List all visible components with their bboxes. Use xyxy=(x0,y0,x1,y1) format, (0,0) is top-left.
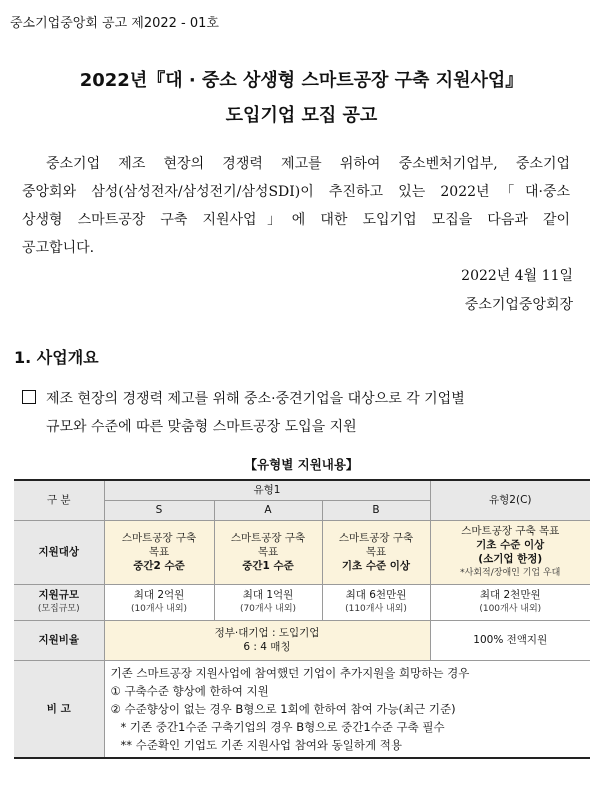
target-b-level: 기초 수준 이상 xyxy=(341,560,411,572)
body-line: 중소기업 제조 현장의 경쟁력 제고를 위하여 중소벤처기업부, 중소기업 xyxy=(46,156,570,172)
section-title: 1. 사업개요 xyxy=(14,348,99,367)
scale-label: 지원규모 xyxy=(38,589,80,601)
target-b-line: 스마트공장 구축 xyxy=(338,532,414,544)
target-a xyxy=(214,520,322,584)
scale-s-amount: 최대 2억원 xyxy=(133,589,185,601)
target-b xyxy=(322,520,430,584)
notice-date: 2022년 4월 11일 xyxy=(461,268,573,284)
checkbox-icon xyxy=(22,390,36,404)
sub-b-header: B xyxy=(322,500,430,520)
target-b-line: 목표 xyxy=(365,546,387,558)
page-subtitle: 도입기업 모집 공고 xyxy=(225,105,378,126)
target-a-line: 목표 xyxy=(257,546,279,558)
notes-line: ② 수준향상이 없는 경우 B형으로 1회에 한하여 참여 가능(최근 기준) xyxy=(110,701,456,716)
body-line: 중앙회와 삼성(삼성전자/삼성전기/삼성SDI)이 추진하고 있는 2022년「대·중소 xyxy=(22,184,570,200)
notice-number: 중소기업중앙회 공고 제2022 - 01호 xyxy=(10,16,219,31)
body-paragraph xyxy=(22,150,570,262)
scale-b-amount: 최대 6천만원 xyxy=(345,589,407,601)
notes-line: 기존 스마트공장 지원사업에 참여했던 기업이 추가지원을 희망하는 경우 xyxy=(110,665,470,680)
target-c-line: 스마트공장 구축 목표 xyxy=(461,525,560,537)
row-label-notes: 비 고 xyxy=(14,660,104,758)
scale-c-count: (100개사 내외) xyxy=(479,604,542,614)
scale-a-count: (70개사 내외) xyxy=(239,604,297,614)
target-c xyxy=(430,520,590,584)
ratio-type1-line: 6 : 4 매칭 xyxy=(243,641,291,653)
body-line: 상생형 스마트공장 구축 지원사업」에 대한 도입기업 모집을 다음과 같이 xyxy=(22,212,570,228)
bullet-line: 제조 현장의 경쟁력 제고를 위해 중소·중견기업을 대상으로 각 기업별 xyxy=(46,391,465,407)
notes-cell xyxy=(104,660,590,758)
type1-header: 유형1 xyxy=(104,480,430,500)
scale-a-amount: 최대 1억원 xyxy=(242,589,294,601)
scale-c xyxy=(430,584,590,620)
scale-sublabel: (모집규모) xyxy=(37,604,80,614)
target-s-line: 스마트공장 구축 xyxy=(121,532,197,544)
notes-line: ① 구축수준 향상에 한하여 지원 xyxy=(110,683,269,698)
bullet-line: 규모와 수준에 따른 맞춤형 스마트공장 도입을 지원 xyxy=(46,419,357,435)
scale-b-count: (110개사 내외) xyxy=(345,604,407,614)
issuer: 중소기업중앙회장 xyxy=(464,297,573,313)
category-header: 구 분 xyxy=(14,480,104,520)
scale-c-amount: 최대 2천만원 xyxy=(479,589,541,601)
scale-s xyxy=(104,584,214,620)
scale-s-count: (10개사 내외) xyxy=(130,604,188,614)
overview-bullet xyxy=(22,385,562,441)
page-title: 2022년『대 · 중소 상생형 스마트공장 구축 지원사업』 xyxy=(79,70,524,91)
sub-s-header: S xyxy=(104,500,214,520)
row-label-scale xyxy=(14,584,104,620)
row-label-ratio: 지원비율 xyxy=(14,620,104,660)
support-table xyxy=(14,479,590,759)
ratio-type1-line: 정부·대기업 : 도입기업 xyxy=(214,627,320,639)
notes-line: ** 수준확인 기업도 기존 지원사업 참여와 동일하게 적용 xyxy=(120,737,402,752)
ratio-type1 xyxy=(104,620,430,660)
target-s-line: 목표 xyxy=(148,546,170,558)
sub-a-header: A xyxy=(214,500,322,520)
target-a-line: 스마트공장 구축 xyxy=(230,532,306,544)
target-c-limit: (소기업 한정) xyxy=(478,553,543,565)
target-c-note: *사회적/장애인 기업 우대 xyxy=(460,568,561,578)
target-s-level: 중간2 수준 xyxy=(133,560,185,572)
body-line: 공고합니다. xyxy=(22,240,95,256)
type2-header: 유형2(C) xyxy=(430,480,590,520)
target-a-level: 중간1 수준 xyxy=(242,560,294,572)
row-label-target: 지원대상 xyxy=(14,520,104,584)
notes-line: * 기존 중간1수준 구축기업의 경우 B형으로 중간1수준 구축 필수 xyxy=(120,719,445,734)
ratio-type2: 100% 전액지원 xyxy=(430,620,590,660)
target-s xyxy=(104,520,214,584)
scale-b xyxy=(322,584,430,620)
target-c-level: 기초 수준 이상 xyxy=(476,539,545,551)
scale-a xyxy=(214,584,322,620)
table-caption: 【유형별 지원내용】 xyxy=(244,457,359,472)
